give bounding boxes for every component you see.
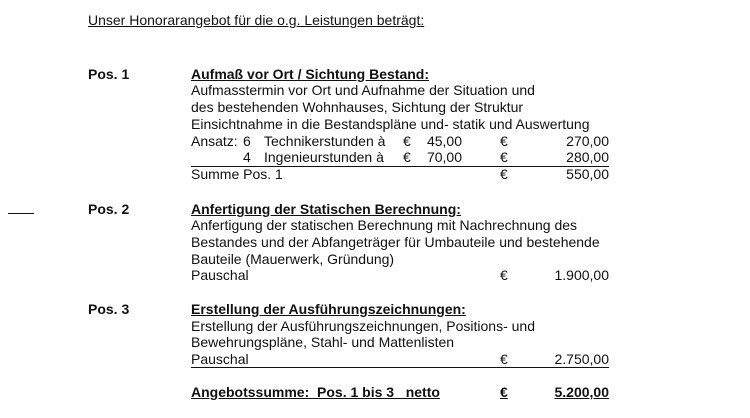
pos1-label: Pos. 1 bbox=[88, 66, 130, 82]
currency-symbol: € bbox=[500, 267, 508, 283]
pos3-title: Erstellung der Ausführungszeichnungen: bbox=[191, 301, 466, 317]
row-qty: 6 bbox=[243, 133, 251, 149]
row-rate: 70,00 bbox=[426, 149, 462, 165]
row-item: Ingenieurstunden à bbox=[264, 149, 384, 165]
pos3-desc-line: Bewehrungspläne, Stahl- und Mattenlisten bbox=[191, 334, 455, 350]
pos3-amount: 2.750,00 bbox=[554, 351, 609, 367]
currency-symbol: € bbox=[500, 149, 508, 165]
currency-symbol: € bbox=[403, 149, 411, 165]
intro-text: Unser Honorarangebot für die o.g. Leistungen beträgt: bbox=[88, 12, 425, 28]
pos1-desc-line: des bestehenden Wohnhauses, Sichtung der Struktur bbox=[191, 99, 524, 115]
row-rate: 45,00 bbox=[426, 133, 462, 149]
pos1-sum-amount: 550,00 bbox=[566, 166, 609, 182]
pos1-desc-line: Aufmasstermin vor Ort und Aufnahme der Situation und bbox=[191, 82, 535, 98]
currency-symbol: € bbox=[500, 133, 508, 149]
pos2-amount: 1.900,00 bbox=[554, 267, 609, 283]
pos1-desc-line: Einsichtnahme in die Bestandspläne und- statik und Auswertung bbox=[191, 116, 590, 132]
currency-symbol: € bbox=[403, 133, 411, 149]
currency-symbol: € bbox=[500, 384, 508, 400]
ansatz-label: Ansatz: bbox=[191, 133, 238, 149]
row-amount: 280,00 bbox=[566, 149, 609, 165]
pos2-label: Pos. 2 bbox=[88, 201, 130, 217]
pos2-flat-label: Pauschal bbox=[191, 267, 249, 283]
currency-symbol: € bbox=[500, 351, 508, 367]
pos3-rule bbox=[191, 367, 609, 368]
pos1-title: Aufmaß vor Ort / Sichtung Bestand: bbox=[191, 66, 430, 82]
pos2-title: Anfertigung der Statischen Berechnung: bbox=[191, 201, 461, 217]
row-item: Technikerstunden à bbox=[264, 133, 386, 149]
total-label: Angebotssumme: Pos. 1 bis 3 netto bbox=[191, 384, 440, 400]
currency-symbol: € bbox=[500, 166, 508, 182]
row-qty: 4 bbox=[243, 149, 251, 165]
pos2-desc-line: Bestandes und der Abfangeträger für Umbauteile und bestehende bbox=[191, 234, 600, 250]
pos3-desc-line: Erstellung der Ausführungszeichnungen, Positions- und bbox=[191, 318, 535, 334]
pos3-label: Pos. 3 bbox=[88, 301, 130, 317]
margin-mark bbox=[8, 213, 34, 214]
pos3-flat-label: Pauschal bbox=[191, 351, 249, 367]
pos1-sum-label: Summe Pos. 1 bbox=[191, 166, 283, 182]
pos2-desc-line: Bauteile (Mauerwerk, Gründung) bbox=[191, 251, 395, 267]
row-amount: 270,00 bbox=[566, 133, 609, 149]
pos2-desc-line: Anfertigung der statischen Berechnung mit Nachrechnung des bbox=[191, 217, 578, 233]
total-amount: 5.200,00 bbox=[554, 384, 609, 400]
